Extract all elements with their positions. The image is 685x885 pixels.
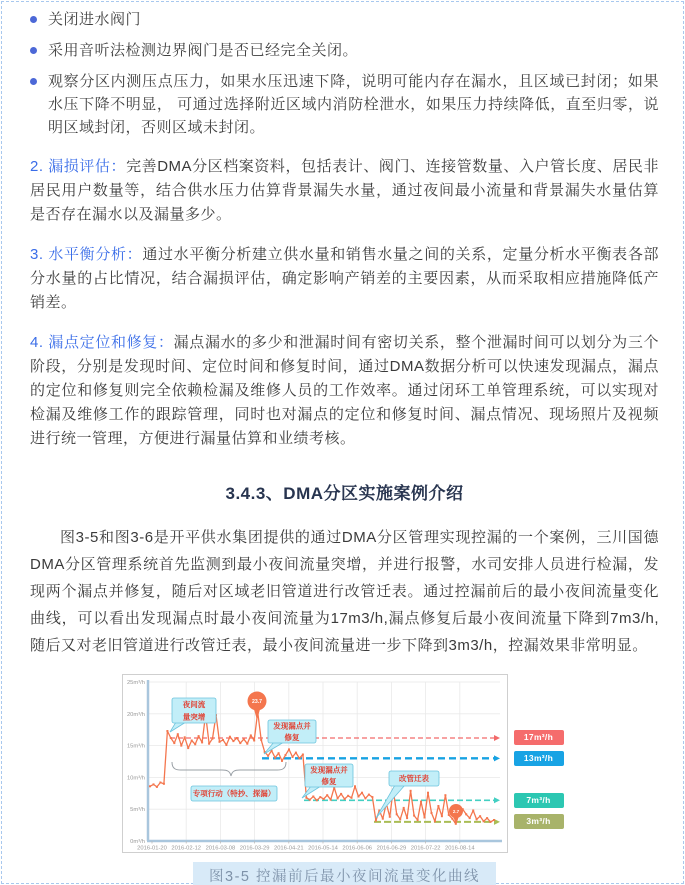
bullet-dot-icon bbox=[30, 78, 37, 85]
heading-text: 3.4.3、DMA分区实施案例介绍 bbox=[225, 484, 464, 503]
ref-line-label: 17m³/h bbox=[514, 730, 564, 745]
section-lead: 2. 漏损评估： bbox=[30, 158, 127, 175]
section-body: 完善DMA分区档案资料，包括表计、阀门、连接管数量、入户管长度、居民非居民用户数量等，结合供水压力估算背景漏失水量，通过夜间最小流量和背景漏失水量估算是否存在漏水以及漏量多少。 bbox=[30, 158, 659, 223]
list-item bbox=[30, 8, 659, 31]
bullet-text: 关闭进水阀门 bbox=[48, 11, 142, 28]
svg-text:0m³/h: 0m³/h bbox=[129, 839, 145, 845]
section-body: 通过水平衡分析建立供水量和销售水量之间的关系，定量分析水平衡表各部分水量的占比情况，结合漏损评估，确定影响产销差的主要因素，从而采取相应措施降低产销差。 bbox=[30, 246, 659, 311]
svg-text:20m³/h: 20m³/h bbox=[126, 711, 145, 718]
svg-text:25m³/h: 25m³/h bbox=[126, 680, 145, 686]
figure-caption: 图3-5 控漏前后最小夜间流量变化曲线 bbox=[193, 862, 496, 885]
svg-text:2016-06-06: 2016-06-06 bbox=[341, 845, 372, 852]
bullet-text: 采用音听法检测边界阀门是否已经完全关闭。 bbox=[48, 42, 359, 59]
bullet-dot-icon bbox=[30, 47, 37, 54]
svg-text:10m³/h: 10m³/h bbox=[126, 775, 145, 782]
svg-text:2016-03-08: 2016-03-08 bbox=[205, 845, 235, 852]
svg-text:2016-06-29: 2016-06-29 bbox=[376, 845, 406, 852]
svg-text:修复: 修复 bbox=[284, 733, 299, 742]
section-lead: 3. 水平衡分析： bbox=[30, 246, 143, 263]
flow-chart-svg bbox=[122, 674, 508, 853]
bullet-text: 观察分区内测压点压力，如果水压迅速下降，说明可能内存在漏水，且区域已封闭；如果水压下降不明显， 可通过选择附近区域内消防栓泄水，如果压力持续降低，直至归零，说明区域封闭，否则区域未封闭。 bbox=[48, 73, 659, 136]
svg-text:2016-01-20: 2016-01-20 bbox=[136, 845, 167, 852]
svg-text:2016-05-14: 2016-05-14 bbox=[307, 845, 338, 852]
svg-text:发现漏点并: 发现漏点并 bbox=[272, 721, 311, 731]
svg-text:5m³/h: 5m³/h bbox=[129, 807, 145, 814]
svg-text:发现漏点并: 发现漏点并 bbox=[309, 765, 348, 775]
svg-text:2016-02-12: 2016-02-12 bbox=[170, 845, 201, 852]
section-paragraph bbox=[30, 155, 659, 227]
svg-text:量突增: 量突增 bbox=[182, 712, 205, 722]
ref-line-label: 3m³/h bbox=[514, 814, 564, 829]
section-heading-row bbox=[30, 479, 659, 504]
case-paragraph: 图3-5和图3-6是开平供水集团提供的通过DMA分区管理实现控漏的一个案例，三川国德DMA分区管理系统首先监测到最小夜间流量突增，并进行报警，水司安排人员进行检漏，发现两个漏点并修复，随后对区域老旧管道进行改管迁表。通过控漏前后的最小夜间流量变化曲线，可以看出发现漏点时最小夜间流量为17m3/h,漏点修复后最小夜间流量下降到7m3/h,随后又对老旧管道进行改管迁表，最小夜间流量进一步下降到3m3/h，控漏效果非常明显。 bbox=[30, 529, 659, 654]
section-body: 漏点漏水的多少和泄漏时间有密切关系，整个泄漏时间可以划分为三个阶段，分别是发现时间、定位时间和修复时间，通过DMA数据分析可以快速发现漏点，漏点的定位和修复则完全依赖检漏及维修人员的工作效率。通过闭环工单管理系统，可以实现对检漏及维修工作的跟踪管理，同时也对漏点的定位和修复时间、漏点情况、现场照片及视频进行统一管理，方便进行漏量估算和业绩考核。 bbox=[30, 334, 659, 447]
svg-text:2016-03-29: 2016-03-29 bbox=[239, 845, 269, 852]
svg-text:改管迁表: 改管迁表 bbox=[398, 774, 429, 784]
bullet-dot-icon bbox=[30, 16, 37, 23]
ref-line-label: 13m³/h bbox=[514, 751, 564, 766]
section-lead: 4. 漏点定位和修复： bbox=[30, 334, 174, 351]
svg-text:15m³/h: 15m³/h bbox=[126, 743, 145, 750]
svg-text:2016-07-22: 2016-07-22 bbox=[410, 845, 440, 852]
svg-text:专项行动（特抄、探漏）: 专项行动（特抄、探漏） bbox=[192, 789, 275, 799]
ref-line-label: 7m³/h bbox=[514, 793, 564, 808]
svg-text:2016-04-21: 2016-04-21 bbox=[273, 845, 304, 852]
svg-text:修复: 修复 bbox=[321, 777, 336, 786]
section-paragraph bbox=[30, 243, 659, 315]
list-item bbox=[30, 39, 659, 62]
svg-text:2016-08-14: 2016-08-14 bbox=[444, 845, 475, 852]
heading-underline bbox=[227, 503, 423, 510]
bullet-list bbox=[30, 8, 659, 139]
svg-text:23.7: 23.7 bbox=[251, 698, 262, 705]
section-paragraph bbox=[30, 331, 659, 451]
svg-text:夜间流: 夜间流 bbox=[182, 700, 205, 709]
figure bbox=[122, 674, 568, 853]
list-item bbox=[30, 70, 659, 139]
svg-text:2.7: 2.7 bbox=[452, 808, 459, 814]
section-heading bbox=[225, 479, 463, 504]
